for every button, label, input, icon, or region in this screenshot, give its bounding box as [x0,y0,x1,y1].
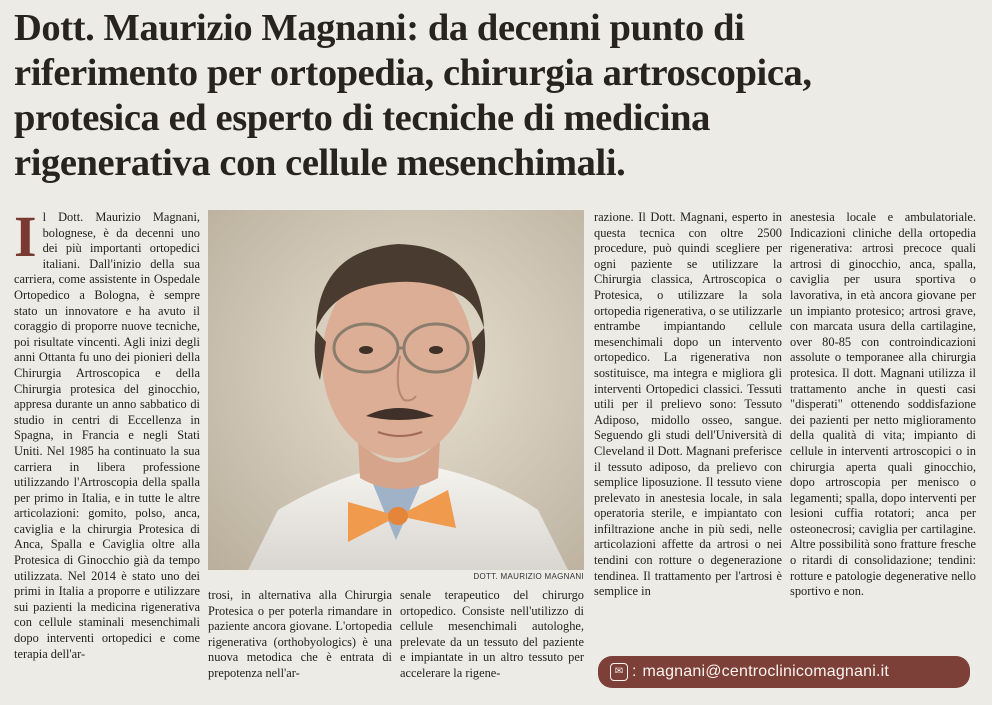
article-column-3: senale terapeutico del chirurgo ortopedico. Consiste nell'utilizzo di cellule mesenchimali autologhe, prelevate da un tessuto del paziente e impiantate in un altro tessuto per accelerare la rigene- [400,588,584,680]
article-headline: Dott. Maurizio Magnani: da decenni punto di riferimento per ortopedia, chirurgia artroscopica, protesica ed esperto di tecniche di medicina rigenerativa con cellule mesenchimali. [14,7,812,184]
portrait-photo [208,210,584,570]
envelope-icon: ✉ [610,663,628,681]
column-1-text: l Dott. Maurizio Magnani, bolognese, è da decenni uno dei più importanti ortopedici italiani. Dall'inizio della sua carriera, come assistente in Ospedale Ortopedico a Bologna, è sempre stato un innovatore e ha avuto il coraggio di proporre nuove tecniche, poi risultate vincenti. Agli inizi degli anni Ottanta fu uno dei pionieri della Chirurgia Artroscopica e della Chirurgia protesica del ginocchio, appresa durante un anno sabbatico di studio in centri di Eccellenza in Spagna, in Francia e negli Stati Uniti. Nel 1985 ha continuato la sua carriera in libera professione utilizzando l'Artroscopia della spalla per primo in Italia, e in tutte le altre articolazioni: gomito, polso, anca, caviglia e la chirurgia Protesica di Anca, Spalla e Caviglia oltre alla Protesica di Ginocchio già da tempo utilizzata. Nel 2014 è stato uno dei primi in Italia a proporre e utilizzare sui pazienti la medicina rigenerativa con cellule staminali mesenchimali dopo interventi ortopedici e come terapia dell'ar- [14,210,200,661]
drop-cap: I [14,204,37,269]
email-contact-bar[interactable] [598,656,970,688]
portrait-illustration [208,210,584,570]
email-address[interactable]: magnani@centroclinicomagnani.it [642,663,890,680]
photo-caption: DOTT. MAURIZIO MAGNANI [473,572,584,581]
article-column-1 [14,204,200,662]
article-column-2: trosi, in alternativa alla Chirurgia Protesica o per poterla rimandare in paziente ancora giovane. L'ortopedia rigenerativa (orthobyologics) è una nuova metodica che è entrata di prepotenza nell'ar- [208,588,392,680]
article-column-4: razione. Il Dott. Magnani, esperto in questa tecnica con oltre 2500 procedure, può quindi scegliere per ogni paziente se utilizzare la Chirurgia classica, Artroscopica o Protesica, o utilizzare la sola ortopedia rigenerativa, o se utilizzarle entrambe impiantando cellule mesenchimali dopo un intervento ortopedico. La rigenerativa non sostituisce, ma integra e migliora gli interventi Ortopedici classici. Tessuti utili per il prelievo sono: Tessuto Adiposo, midollo osseo, sangue. Seguendo gli studi dell'Università di Cleveland il Dott. Magnani preferisce il tessuto adiposo, da prelievo con semplice liposuzione. Il tessuto viene prelevato in anestesia locale, in sala operatoria sterile, e impiantato con infiltrazione anche in più sedi, nelle articolazioni affette da artrosi o nei tendini con rotture o degenerazione tendinea. Il trattamento per l'artrosi è semplice in [594,210,782,599]
article-column-5: anestesia locale e ambulatoriale. Indicazioni cliniche della ortopedia rigenerativa: artrosi precoce quali artrosi di ginocchio, anca, spalla, caviglia per usura sportiva o lavorativa, in età ancora giovane per un impianto protesico; artrosi grave, con marcata usura della cartilagine, over 80-85 con controindicazioni assolute o temporanee alla chirurgia protesica. Il dott. Magnani utilizza il trattamento anche in questi casi "disperati" ottenendo soddisfazione dei pazienti per netto miglioramento della qualità di vita; impianto di cellule in interventi artroscopici o in chirurgia aperta quali ginocchio, dopo artroscopia per menisco o legamenti; spalla, dopo interventi per lesioni cuffia rotatori; anca per osteonecrosi; caviglia per cartilagine. Altre possibilità sono fratture fresche o ritardi di consolidazione; tendini: rotture e patologie degenerative nello sportivo e non. [790,210,976,599]
email-separator: : [632,663,637,680]
